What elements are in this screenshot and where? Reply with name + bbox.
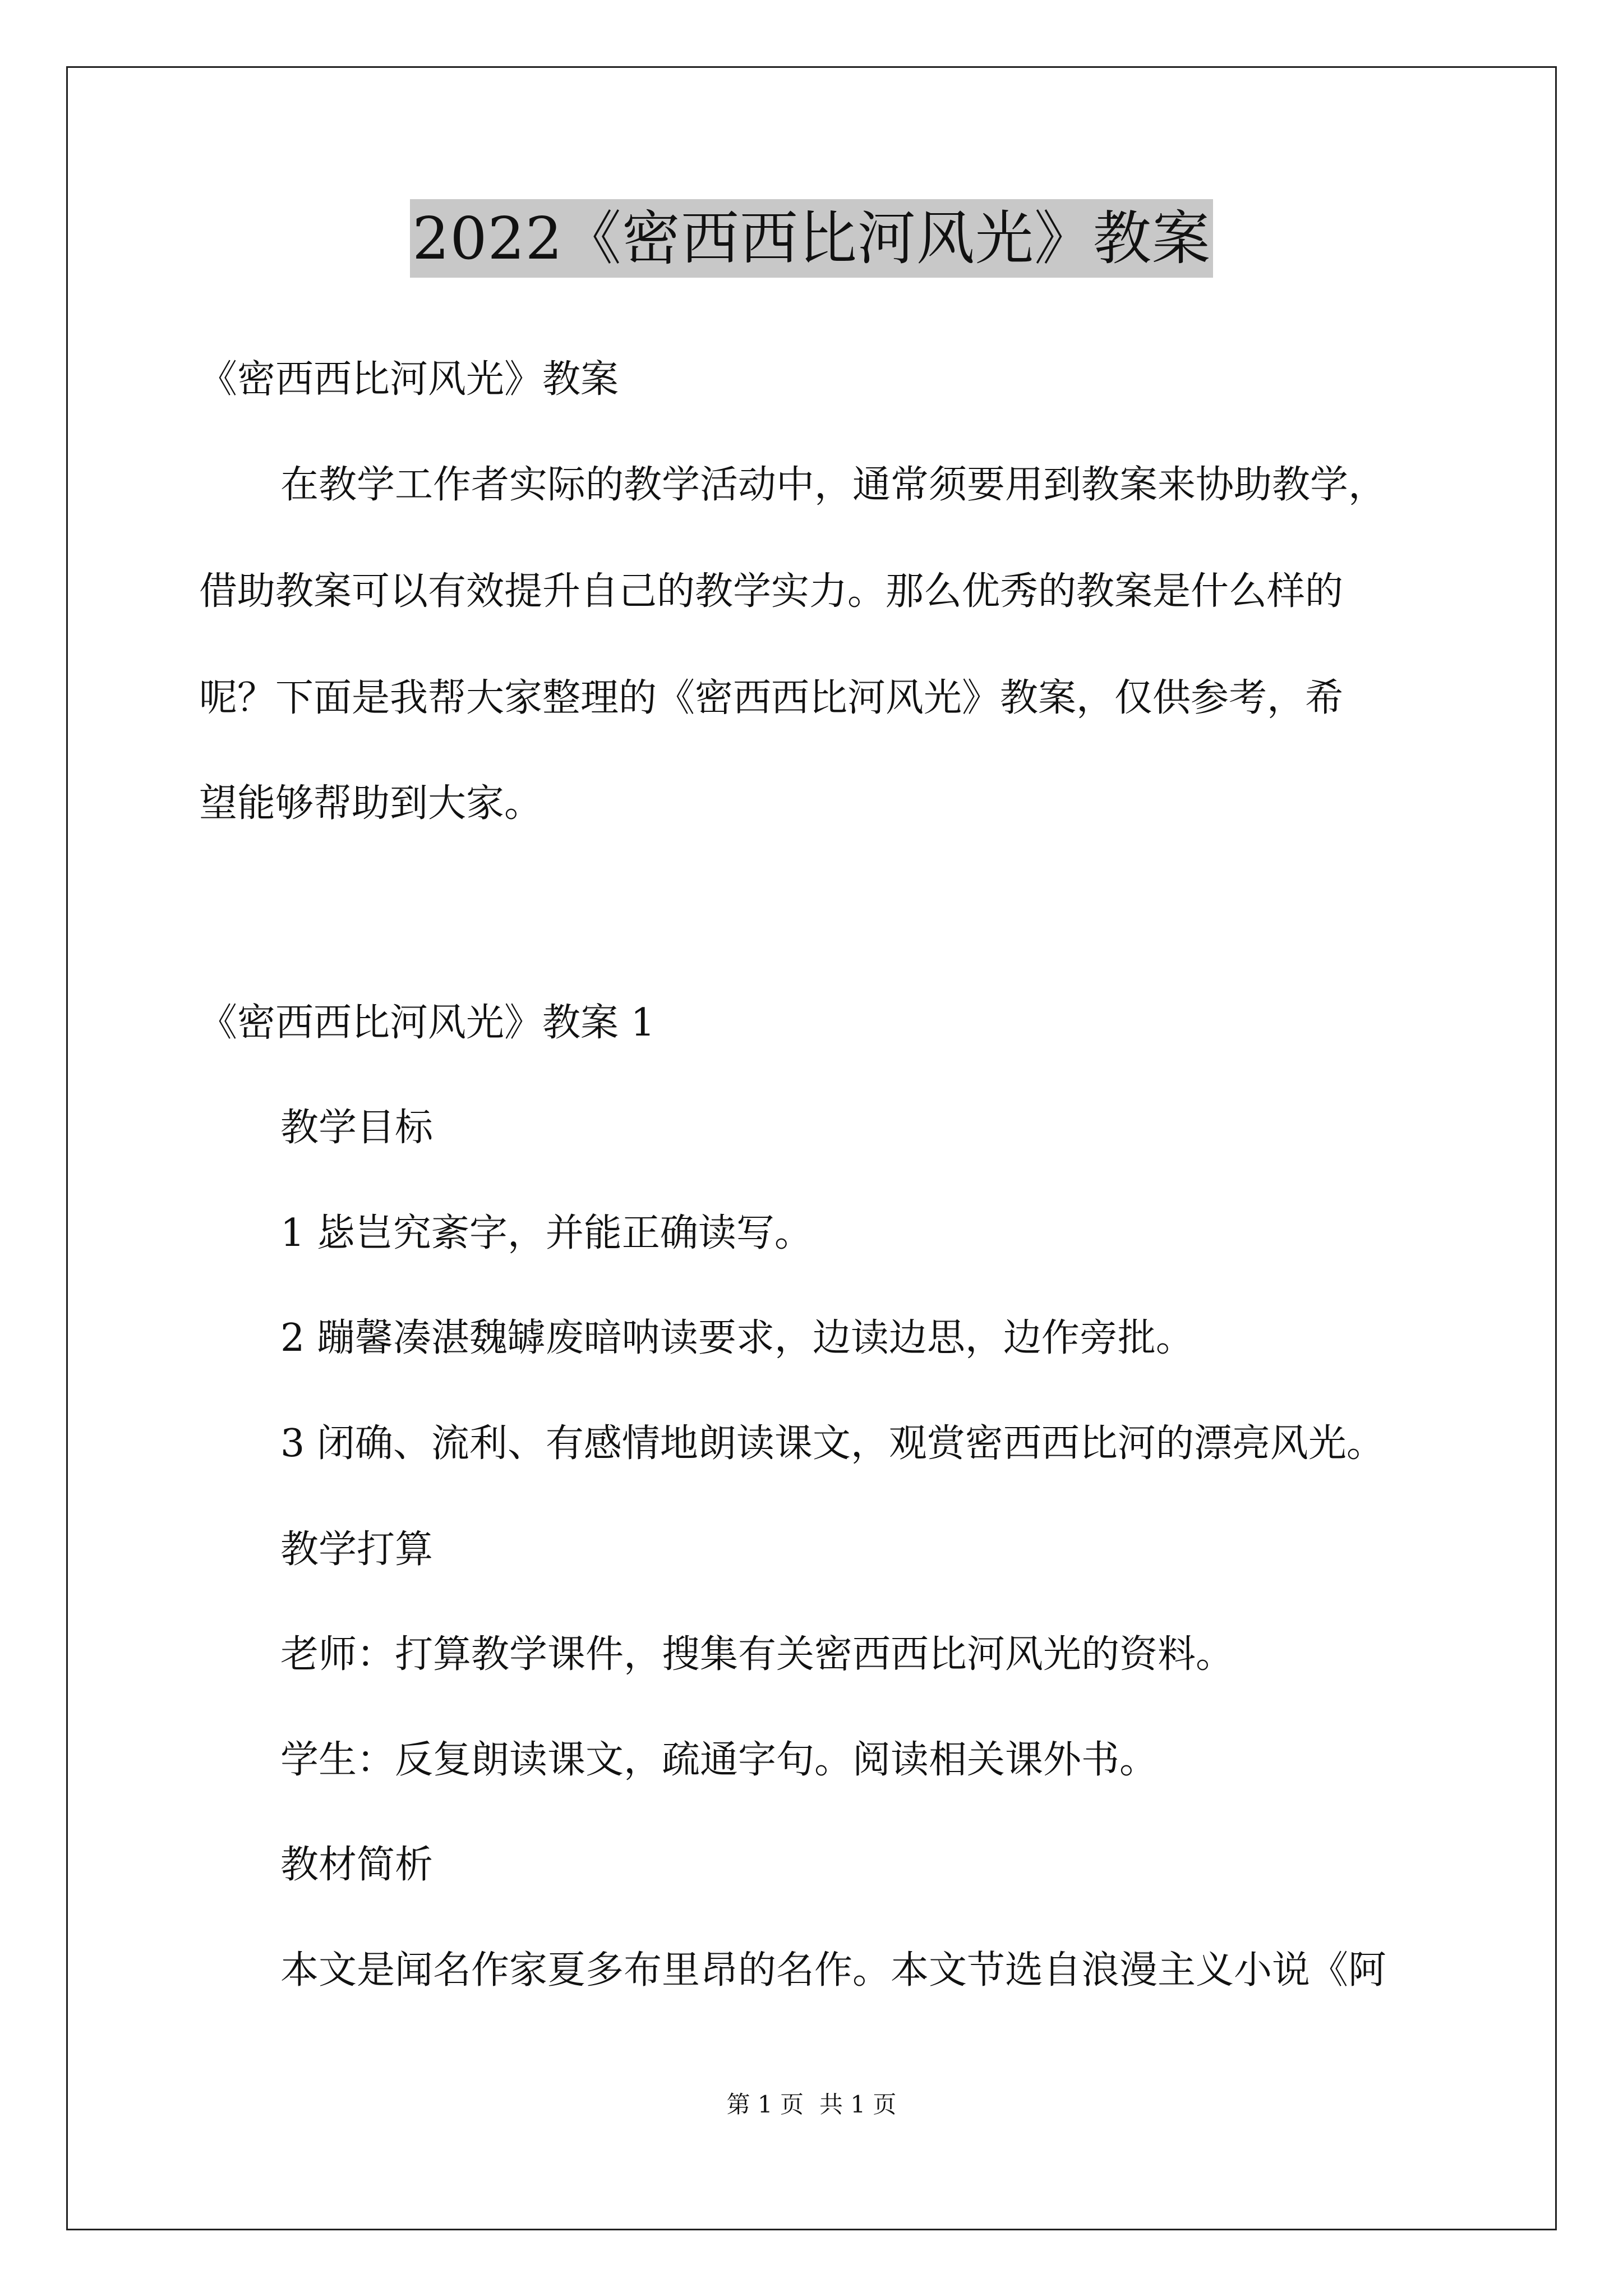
intro-line-4: 望能够帮助到大家。 <box>199 781 543 826</box>
body-line: 本文是闻名作家夏多布里昂的名作。本文节选自浪漫主义小说《阿 <box>280 1948 1387 1993</box>
document-title: 2022《密西西比河风光》教案 <box>410 199 1213 278</box>
title-container <box>0 199 1623 278</box>
page-number: 第 1 页 <box>726 2091 804 2118</box>
intro-line-2: 借助教案可以有效提升自己的教学实力。那么优秀的教案是什么样的 <box>199 569 1344 614</box>
page-total: 共 1 页 <box>819 2091 897 2118</box>
section-heading-objectives: 教学目标 <box>280 1106 434 1150</box>
body-line: 学生：反复朗读课文，疏通字句。阅读相关课外书。 <box>280 1738 1158 1782</box>
page-footer <box>0 2088 1623 2122</box>
body-line: 2 蹦馨凑湛魏罅废暗呐读要求，边读边思，边作旁批。 <box>280 1316 1194 1360</box>
section-heading-analysis: 教材简析 <box>280 1843 434 1887</box>
section-heading-preparation: 教学打算 <box>280 1527 434 1572</box>
body-line: 1 毖岂究紊字，并能正确读写。 <box>280 1211 813 1255</box>
document-heading: 《密西西比河风光》教案 <box>199 357 619 402</box>
section-title: 《密西西比河风光》教案 1 <box>199 1001 655 1045</box>
body-line: 老师：打算教学课件，搜集有关密西西比河风光的资料。 <box>280 1632 1234 1677</box>
intro-line-3: 呢？下面是我帮大家整理的《密西西比河风光》教案，仅供参考，希 <box>199 676 1344 720</box>
intro-line-1: 在教学工作者实际的教学活动中，通常须要用到教案来协助教学， <box>280 463 1387 507</box>
body-line: 3 闭确、流利、有感情地朗读课文，观赏密西西比河的漂亮风光。 <box>280 1421 1385 1466</box>
